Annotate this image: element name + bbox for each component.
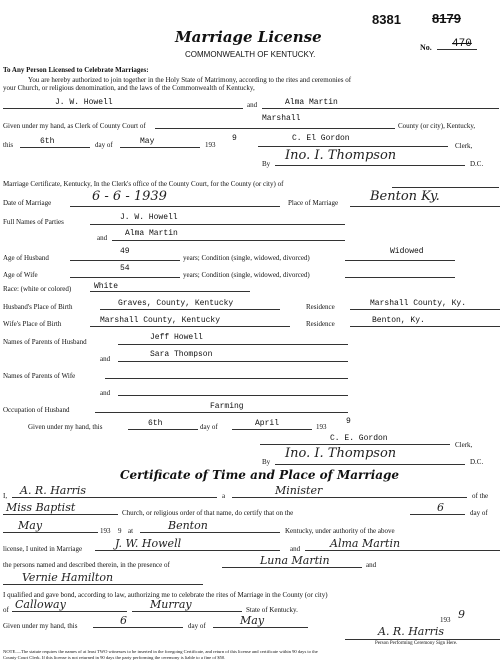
witness-2: Vernie Hamilton	[22, 571, 114, 584]
wife-residence: Benton, Ky.	[372, 316, 425, 325]
cert-year: 9	[118, 527, 122, 535]
deputy-clerk-signature: Ino. I. Thompson	[285, 148, 397, 163]
day-of-2-label: day of	[200, 423, 218, 431]
church-name: Miss Baptist	[6, 501, 76, 514]
condition-wife-label: years; Condition (single, widowed, divorced)	[183, 271, 310, 279]
no-label: No.	[420, 43, 432, 52]
county-name: Marshall	[262, 114, 301, 123]
of-label: of	[3, 606, 9, 614]
note-line-2: County Court Clerk. If this license is not returned in 90 days the party performing the ceremony is liable to a fine of $50.	[3, 655, 226, 660]
month-2-value: April	[255, 419, 280, 428]
to-any-person: To Any Person Licensed to Celebrate Marriages:	[3, 66, 149, 74]
wife-birthplace-label: Wife's Place of Birth	[3, 320, 62, 328]
husband-birthplace-label: Husband's Place of Birth	[3, 303, 73, 311]
state-kentucky: State of Kentucky.	[246, 606, 298, 614]
day-of-label: day of	[95, 141, 113, 149]
place-marriage-label: Place of Marriage	[288, 199, 339, 207]
license-united-label: license, I united in Marriage	[3, 545, 83, 553]
year-3-value: 9	[458, 608, 465, 621]
cert-city: Murray	[150, 598, 192, 611]
given-2-label: Given under my hand, this	[28, 423, 103, 431]
license-number-1: 8381	[372, 12, 401, 27]
year-2-prefix: 193	[316, 423, 327, 431]
cert-month: May	[18, 519, 43, 532]
witness-1: Luna Martin	[260, 554, 330, 567]
and-label: and	[247, 101, 258, 109]
husband-birthplace: Graves, County, Kentucky	[118, 299, 234, 308]
parents-wife-and: and	[100, 389, 111, 397]
bride-name: Alma Martin	[285, 98, 338, 107]
husband-residence: Marshall County, Ky.	[370, 299, 467, 308]
certificate-title: Certificate of Time and Place of Marriage	[120, 468, 400, 482]
intro-line-2: your Church, or religious denomination, and the laws of the Commonwealth of Kentucky,	[3, 84, 255, 92]
year-3-prefix: 193	[440, 616, 451, 624]
condition-husband-label: years; Condition (single, widowed, divorced)	[183, 254, 310, 262]
cert-day: 6	[437, 501, 444, 514]
cert-bride: Alma Martin	[330, 537, 401, 550]
age-husband-value: 49	[120, 247, 130, 256]
occupation-label: Occupation of Husband	[3, 406, 70, 414]
county-city-label: County (or city), Kentucky,	[398, 122, 476, 130]
given-3-label: Given under my hand, this	[3, 622, 78, 630]
clerk-2-name: C. E. Gordon	[330, 434, 388, 443]
church-text: Church, or religious order of that name, do certify that on the	[122, 509, 294, 517]
a-label: a	[222, 492, 226, 500]
cert-place: Benton	[168, 519, 208, 532]
groom-name: J. W. Howell	[55, 98, 113, 107]
parents-wife-label: Names of Parents of Wife	[3, 372, 76, 380]
of-the-label: of the	[472, 492, 489, 500]
cert-and-label: and	[290, 545, 301, 553]
this-label: this	[3, 141, 14, 149]
cert-day-of-label: day of	[470, 509, 488, 517]
document-title: Marriage License	[175, 28, 322, 46]
day-3-value: 6	[120, 614, 127, 627]
by-label: By	[262, 160, 271, 168]
officiant-signature: A. R. Harris	[378, 625, 445, 638]
officiant-title: Minister	[275, 484, 323, 497]
marriage-certificate-line: Marriage Certificate, Kentucky, In the Clerk's office of the County Court, for the County (or city) of	[3, 180, 284, 188]
officiant-name: A. R. Harris	[20, 484, 87, 497]
cert-groom: J. W. Howell	[115, 537, 182, 550]
by-2-label: By	[262, 458, 271, 466]
i-label: I,	[3, 492, 8, 500]
person-performing-label: Person Performing Ceremony Sign Here.	[375, 641, 458, 646]
day-value: 6th	[40, 137, 55, 146]
kentucky-authority: Kentucky, under authority of the above	[285, 527, 395, 535]
license-number-2: 8179	[432, 11, 461, 26]
age-husband-label: Age of Husband	[3, 254, 49, 262]
age-wife-label: Age of Wife	[3, 271, 38, 279]
date-marriage-value: 6 - 6 - 1939	[92, 189, 167, 204]
witness-and-label: and	[366, 561, 377, 569]
year-2-value: 9	[346, 417, 351, 426]
month-3-value: May	[240, 614, 265, 627]
note-line-1: NOTE.—The statute requires the names of at least TWO witnesses to be inserted in the foregoing Certificate, and return of this license and certificate within 90 days to the	[3, 649, 318, 654]
race-label: Race: (white or colored)	[3, 285, 72, 293]
cert-year-prefix: 193	[100, 527, 111, 535]
dc-label: D.C.	[470, 160, 484, 168]
day-2-value: 6th	[148, 419, 163, 428]
party-2-name: Alma Martin	[125, 229, 178, 238]
parent-husband-2: Sara Thompson	[150, 350, 213, 359]
qualified-text: I qualified and gave bond, according to law, authorizing me to celebrate the rites of Marriage in the County (or city)	[3, 591, 328, 599]
clerk-2-label: Clerk,	[455, 441, 473, 449]
parents-husband-and: and	[100, 355, 111, 363]
age-wife-value: 54	[120, 264, 130, 273]
full-names-label: Full Names of Parties	[3, 218, 64, 226]
dc-2-label: D.C.	[470, 458, 484, 466]
cert-county: Calloway	[15, 598, 66, 611]
occupation-value: Farming	[210, 402, 244, 411]
husband-residence-label: Residence	[306, 303, 335, 311]
intro-line-1: You are hereby authorized to join together in the Holy State of Matrimony, according to the rites and ceremonies of	[28, 76, 352, 84]
wife-birthplace: Marshall County, Kentucky	[100, 316, 221, 325]
condition-husband-value: Widowed	[390, 247, 424, 256]
year-prefix: 193	[205, 141, 216, 149]
parents-husband-label: Names of Parents of Husband	[3, 338, 87, 346]
at-label: at	[128, 527, 134, 535]
party-1-name: J. W. Howell	[120, 213, 178, 222]
wife-residence-label: Residence	[306, 320, 335, 328]
deputy-clerk-2-signature: Ino. I. Thompson	[285, 446, 397, 461]
commonwealth-heading: COMMONWEALTH OF KENTUCKY.	[185, 50, 316, 59]
date-marriage-label: Date of Marriage	[3, 199, 52, 207]
party-and-label: and	[97, 234, 108, 242]
no-value: 470	[452, 38, 472, 50]
given-clerk-label: Given under my hand, as Clerk of County Court of	[3, 122, 146, 130]
parent-husband-1: Jeff Howell	[150, 333, 203, 342]
year-value: 9	[232, 134, 237, 143]
day-of-3-label: day of	[188, 622, 206, 630]
clerk-name: C. El Gordon	[292, 134, 350, 143]
place-marriage-value: Benton Ky.	[370, 189, 440, 204]
race-value: White	[94, 282, 119, 291]
clerk-label: Clerk,	[455, 142, 473, 150]
persons-named-label: the persons named and described therein, in the presence of	[3, 561, 170, 569]
month-value: May	[140, 137, 155, 146]
